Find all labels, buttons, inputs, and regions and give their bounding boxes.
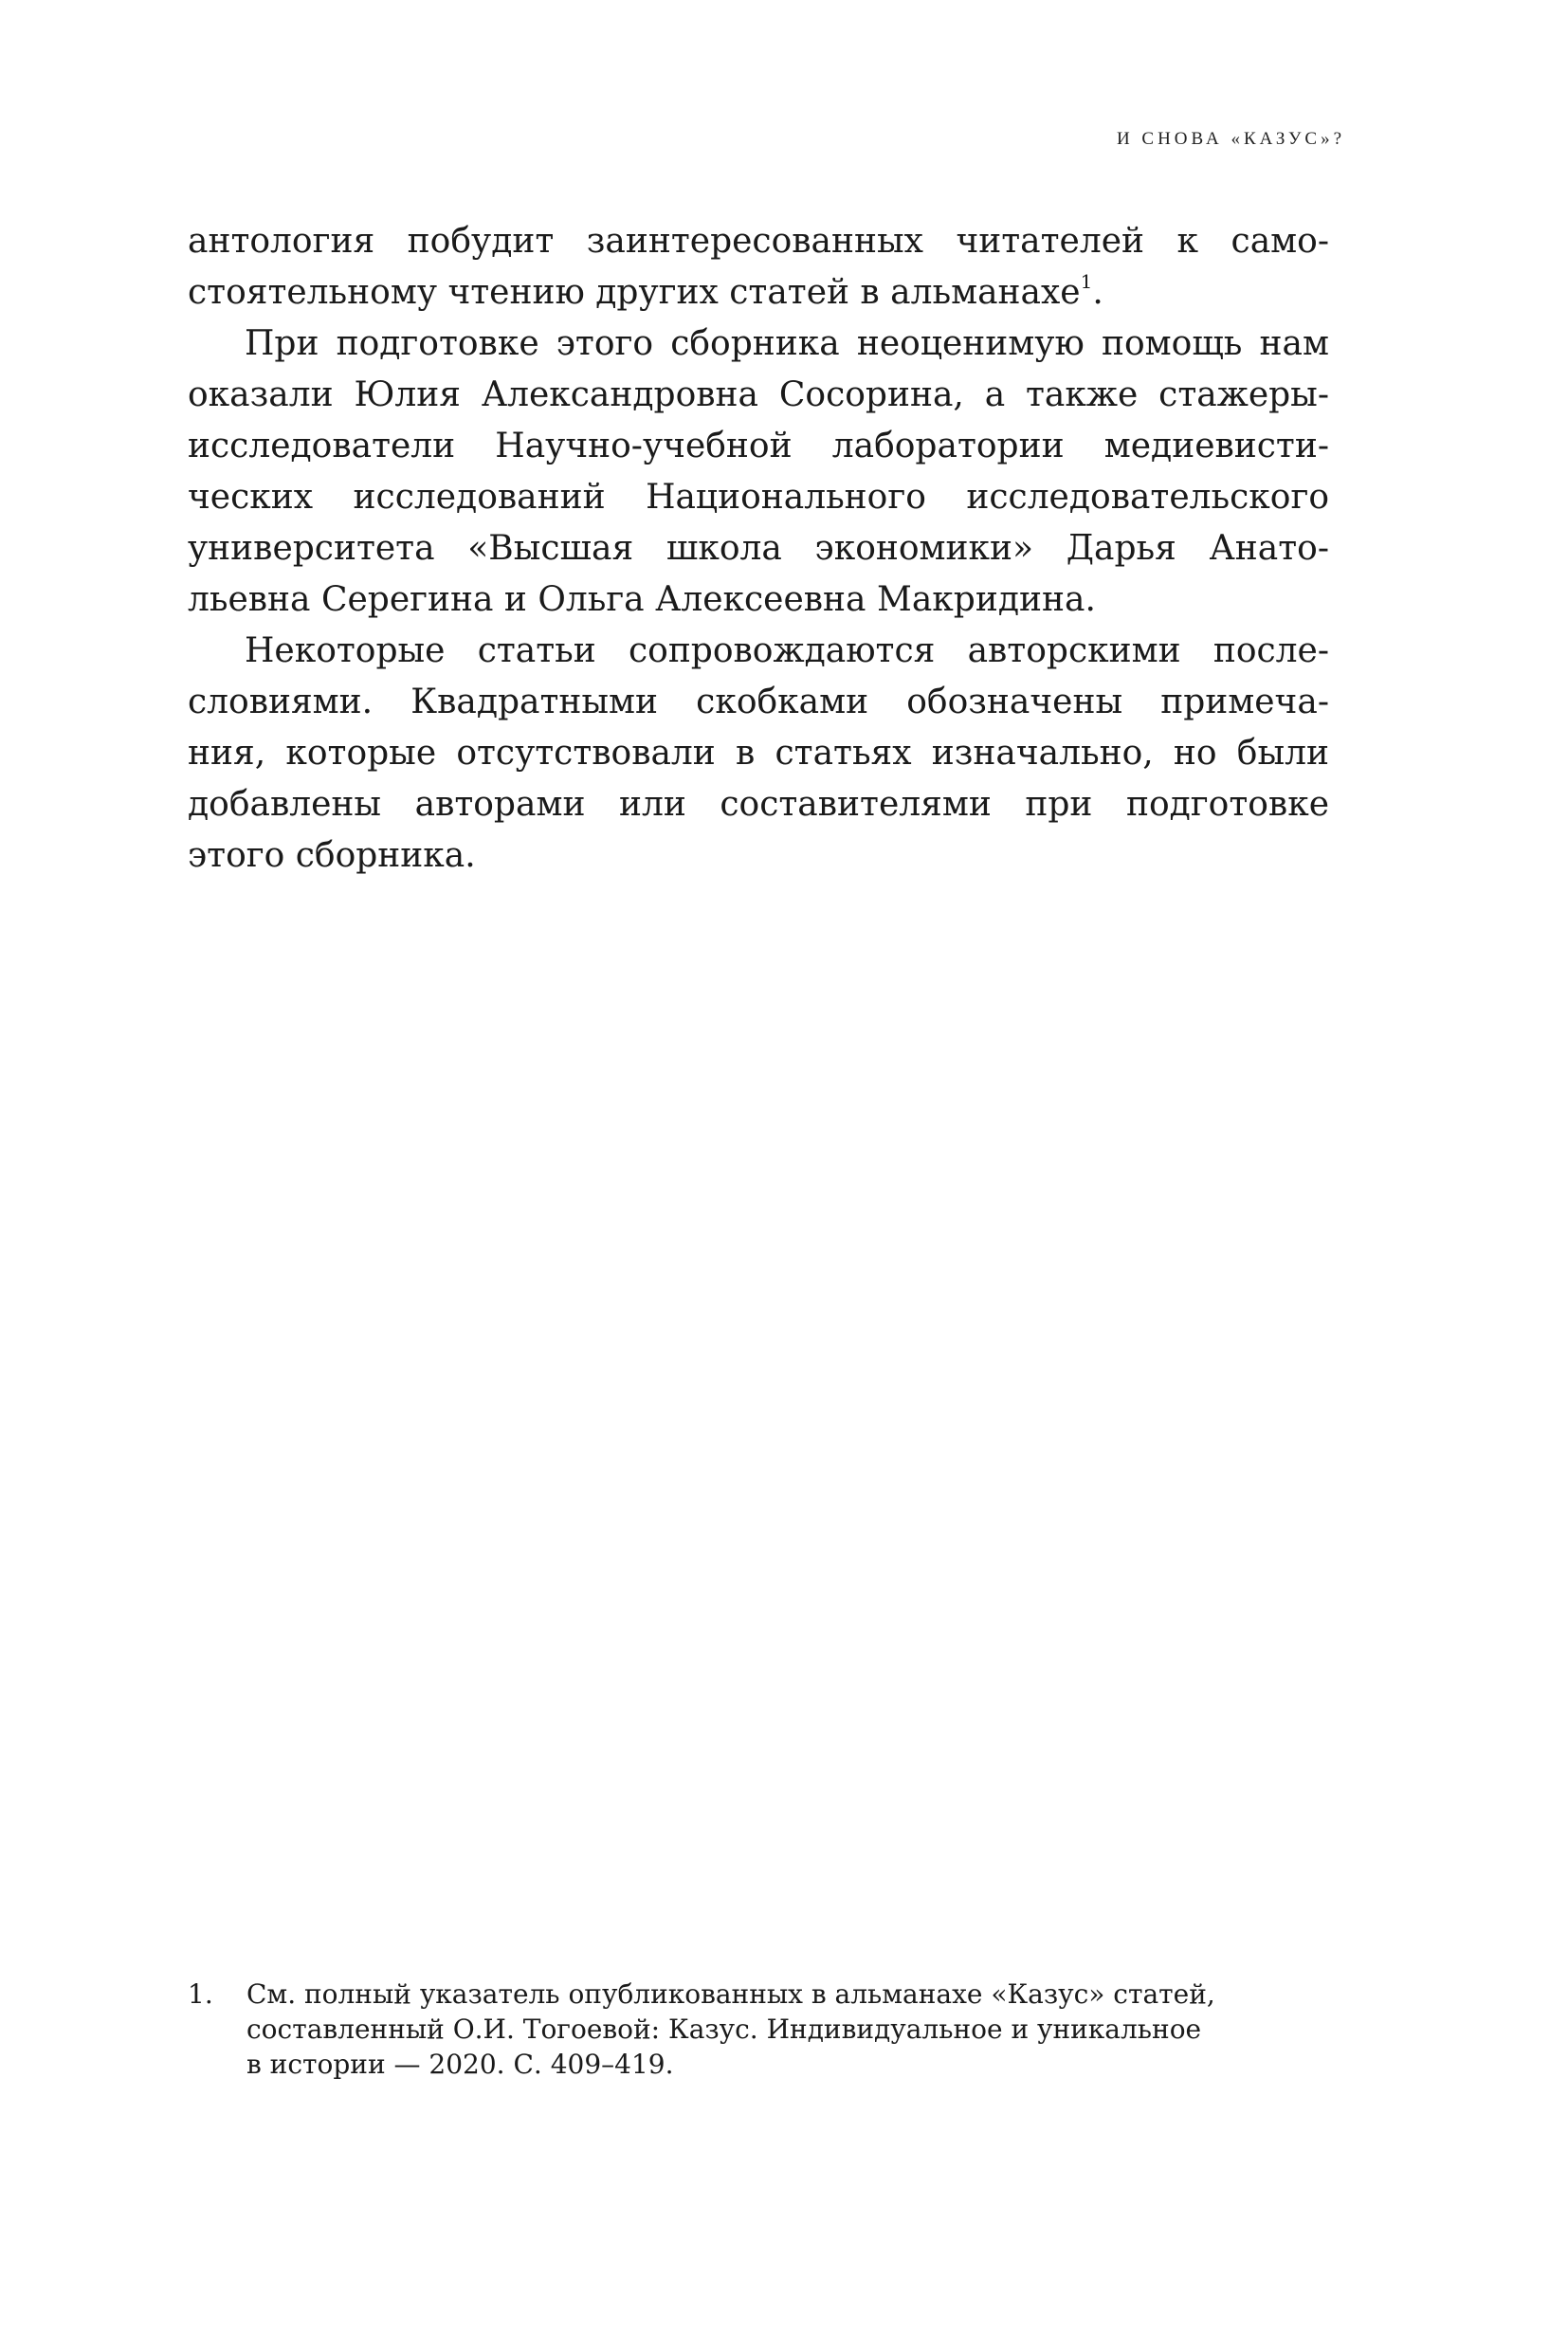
- text-line: исследователи Научно-учебной лаборатории медиевисти-: [188, 427, 1329, 465]
- text-line: антология побудит заинтересованных читателей к само-: [188, 222, 1329, 261]
- text-line: университета «Высшая школа экономики» Дарья Анато-: [188, 529, 1329, 568]
- text-line: льевна Серегина и Ольга Алексеевна Макридина.: [188, 580, 1096, 619]
- text-line: стоятельному чтению других статей в альманахе$^1$.: [188, 270, 1103, 312]
- footnote-line: в истории — 2020. С. 409–419.: [246, 2049, 674, 2080]
- footnote-number: 1.: [188, 1978, 213, 2010]
- text-line: Некоторые статьи сопровождаются авторскими после-: [245, 631, 1329, 670]
- footnote-line: См. полный указатель опубликованных в альманахе «Казус» статей,: [246, 1978, 1215, 2010]
- main-text: [188, 216, 1329, 882]
- footnote-line: составленный О.И. Тогоевой: Казус. Индивидуальное и уникальное: [246, 2014, 1202, 2045]
- footnote-text: [246, 1977, 1335, 2082]
- text-line: ческих исследований Национального исследовательского: [188, 478, 1329, 517]
- text-line: этого сборника.: [188, 836, 476, 875]
- text-line: При подготовке этого сборника неоценимую помощь нам: [245, 324, 1329, 363]
- running-head: И СНОВА «КАЗУС»?: [1116, 129, 1345, 149]
- footnote-reference[interactable]: 1: [1080, 270, 1093, 293]
- text-line: оказали Юлия Александровна Сосорина, а также стажеры-: [188, 375, 1329, 414]
- text-line: словиями. Квадратными скобками обозначены примеча-: [188, 683, 1329, 721]
- text-line: ния, которые отсутствовали в статьях изначально, но были: [188, 734, 1329, 773]
- text-line: добавлены авторами или составителями при подготовке: [188, 785, 1329, 824]
